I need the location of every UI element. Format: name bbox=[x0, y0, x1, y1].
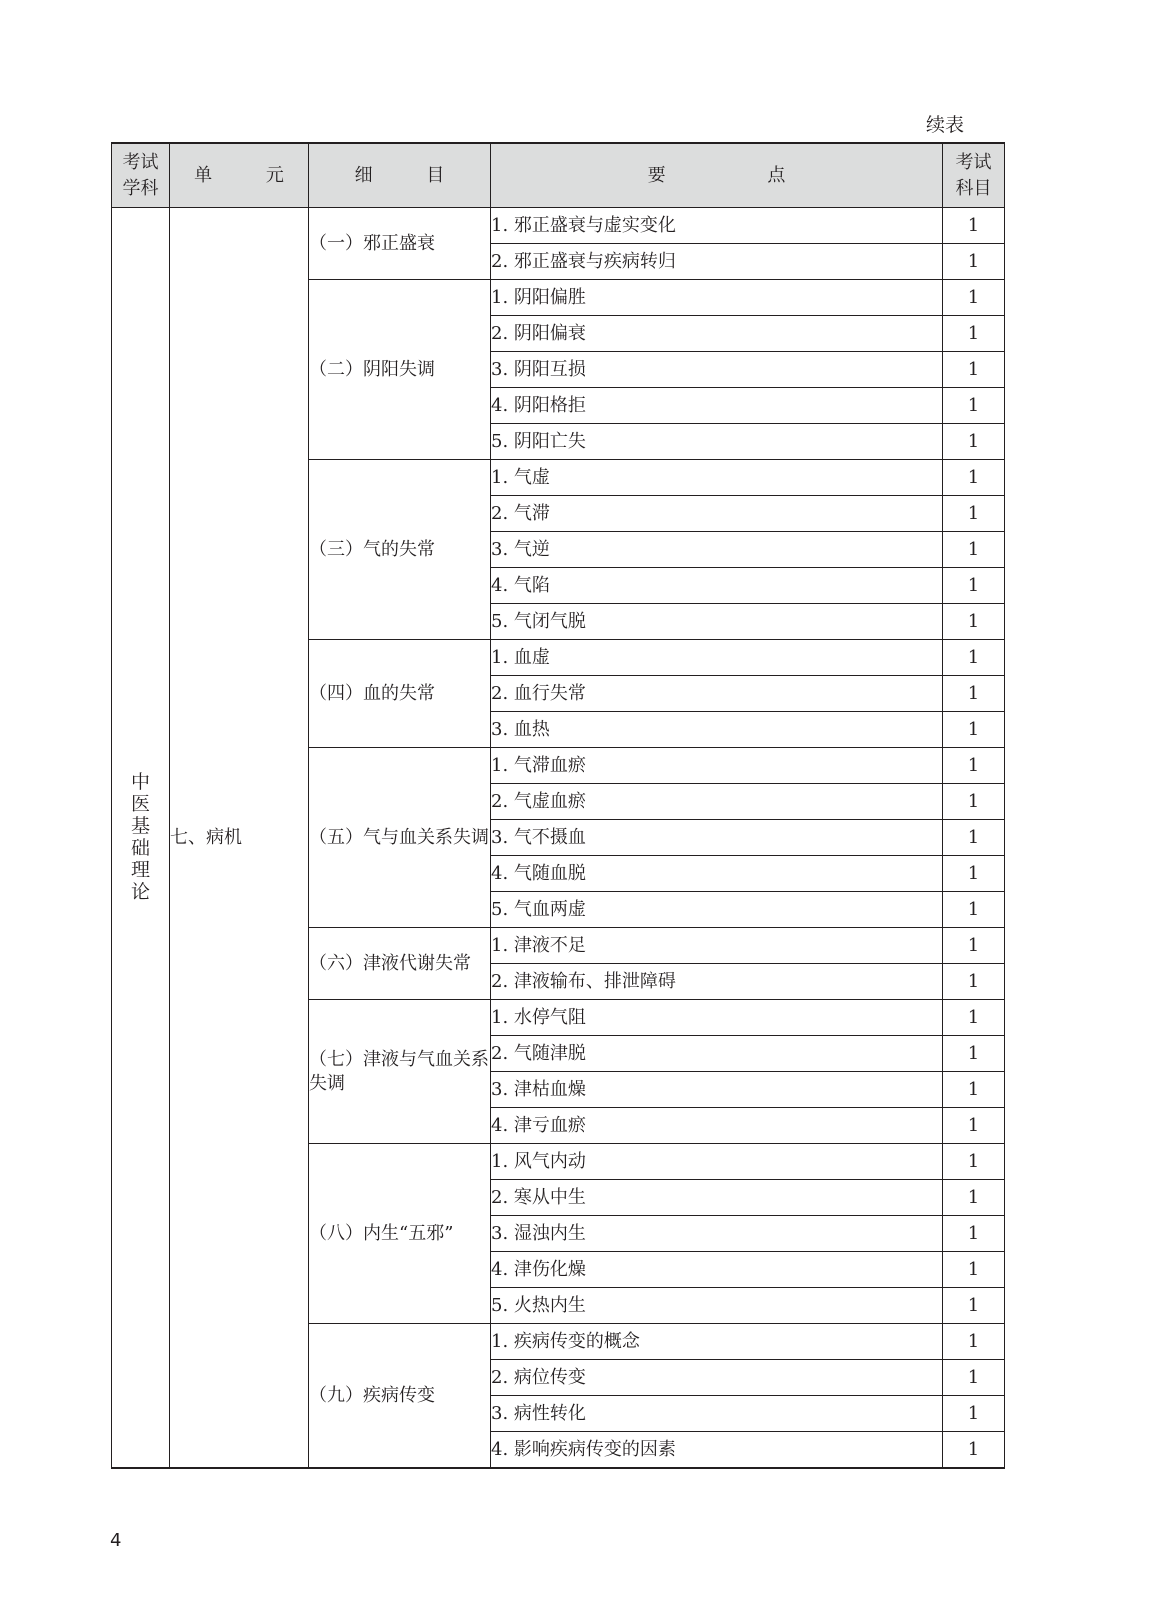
exam-course-cell: 1 bbox=[943, 388, 1005, 424]
table-body bbox=[112, 208, 1005, 1469]
exam-course-cell: 1 bbox=[943, 856, 1005, 892]
point-cell: 3. 病性转化 bbox=[491, 1396, 943, 1432]
point-cell: 3. 湿浊内生 bbox=[491, 1216, 943, 1252]
header-points-label: 要 点 bbox=[647, 164, 834, 186]
exam-course-cell: 1 bbox=[943, 748, 1005, 784]
exam-course-cell: 1 bbox=[943, 1180, 1005, 1216]
detail-cell: （三）气的失常 bbox=[309, 460, 491, 640]
detail-cell: （七）津液与气血关系失调 bbox=[309, 1000, 491, 1144]
exam-course-cell: 1 bbox=[943, 1072, 1005, 1108]
detail-cell: （六）津液代谢失常 bbox=[309, 928, 491, 1000]
subject-text: 中医基础理论 bbox=[130, 770, 150, 903]
continued-table-label: 续表 bbox=[926, 114, 965, 136]
header-exam-subject bbox=[112, 143, 170, 208]
point-cell: 4. 阴阳格拒 bbox=[491, 388, 943, 424]
table-row bbox=[112, 208, 1005, 244]
exam-course-cell: 1 bbox=[943, 1108, 1005, 1144]
exam-course-cell: 1 bbox=[943, 1432, 1005, 1469]
point-cell: 1. 气虚 bbox=[491, 460, 943, 496]
header-unit-label: 单 元 bbox=[194, 164, 308, 186]
exam-course-cell: 1 bbox=[943, 460, 1005, 496]
exam-course-cell: 1 bbox=[943, 1324, 1005, 1360]
point-cell: 2. 气虚血瘀 bbox=[491, 784, 943, 820]
exam-course-cell: 1 bbox=[943, 1216, 1005, 1252]
header-exam-subject-line1: 考试 bbox=[122, 151, 159, 173]
header-exam-course-line2: 科目 bbox=[955, 177, 992, 199]
detail-cell: （八）内生“五邪” bbox=[309, 1144, 491, 1324]
point-cell: 2. 津液输布、排泄障碍 bbox=[491, 964, 943, 1000]
detail-cell: （四）血的失常 bbox=[309, 640, 491, 748]
point-cell: 2. 病位传变 bbox=[491, 1360, 943, 1396]
point-cell: 1. 津液不足 bbox=[491, 928, 943, 964]
exam-course-cell: 1 bbox=[943, 424, 1005, 460]
point-cell: 2. 气随津脱 bbox=[491, 1036, 943, 1072]
point-cell: 5. 阴阳亡失 bbox=[491, 424, 943, 460]
header-detail bbox=[309, 143, 491, 208]
exam-course-cell: 1 bbox=[943, 1000, 1005, 1036]
detail-cell: （五）气与血关系失调 bbox=[309, 748, 491, 928]
exam-course-cell: 1 bbox=[943, 784, 1005, 820]
exam-course-cell: 1 bbox=[943, 1036, 1005, 1072]
exam-course-cell: 1 bbox=[943, 208, 1005, 244]
exam-course-cell: 1 bbox=[943, 1288, 1005, 1324]
exam-syllabus-table bbox=[111, 142, 1005, 1469]
point-cell: 4. 影响疾病传变的因素 bbox=[491, 1432, 943, 1469]
exam-course-cell: 1 bbox=[943, 316, 1005, 352]
point-cell: 3. 气不摄血 bbox=[491, 820, 943, 856]
exam-course-cell: 1 bbox=[943, 892, 1005, 928]
exam-course-cell: 1 bbox=[943, 280, 1005, 316]
point-cell: 4. 津亏血瘀 bbox=[491, 1108, 943, 1144]
point-cell: 3. 血热 bbox=[491, 712, 943, 748]
point-cell: 3. 气逆 bbox=[491, 532, 943, 568]
point-cell: 2. 寒从中生 bbox=[491, 1180, 943, 1216]
exam-course-cell: 1 bbox=[943, 712, 1005, 748]
point-cell: 2. 血行失常 bbox=[491, 676, 943, 712]
subject-cell bbox=[112, 208, 170, 1469]
exam-course-cell: 1 bbox=[943, 1144, 1005, 1180]
point-cell: 1. 邪正盛衰与虚实变化 bbox=[491, 208, 943, 244]
detail-cell: （二）阴阳失调 bbox=[309, 280, 491, 460]
exam-course-cell: 1 bbox=[943, 1252, 1005, 1288]
point-cell: 1. 风气内动 bbox=[491, 1144, 943, 1180]
exam-course-cell: 1 bbox=[943, 1360, 1005, 1396]
exam-course-cell: 1 bbox=[943, 640, 1005, 676]
header-detail-label: 细 目 bbox=[354, 164, 469, 186]
point-cell: 5. 火热内生 bbox=[491, 1288, 943, 1324]
point-cell: 2. 气滞 bbox=[491, 496, 943, 532]
point-cell: 1. 水停气阻 bbox=[491, 1000, 943, 1036]
unit-cell: 七、病机 bbox=[170, 208, 309, 1469]
point-cell: 1. 血虚 bbox=[491, 640, 943, 676]
exam-course-cell: 1 bbox=[943, 532, 1005, 568]
exam-course-cell: 1 bbox=[943, 1396, 1005, 1432]
exam-course-cell: 1 bbox=[943, 568, 1005, 604]
exam-course-cell: 1 bbox=[943, 928, 1005, 964]
page-number: 4 bbox=[110, 1530, 122, 1551]
exam-course-cell: 1 bbox=[943, 352, 1005, 388]
point-cell: 5. 气血两虚 bbox=[491, 892, 943, 928]
header-exam-subject-line2: 学科 bbox=[122, 177, 159, 199]
point-cell: 3. 津枯血燥 bbox=[491, 1072, 943, 1108]
point-cell: 4. 气随血脱 bbox=[491, 856, 943, 892]
point-cell: 1. 疾病传变的概念 bbox=[491, 1324, 943, 1360]
point-cell: 2. 邪正盛衰与疾病转归 bbox=[491, 244, 943, 280]
point-cell: 4. 气陷 bbox=[491, 568, 943, 604]
table-header-row bbox=[112, 143, 1005, 208]
point-cell: 1. 气滞血瘀 bbox=[491, 748, 943, 784]
exam-course-cell: 1 bbox=[943, 676, 1005, 712]
header-unit bbox=[170, 143, 309, 208]
detail-cell: （一）邪正盛衰 bbox=[309, 208, 491, 280]
point-cell: 5. 气闭气脱 bbox=[491, 604, 943, 640]
exam-course-cell: 1 bbox=[943, 604, 1005, 640]
detail-cell: （九）疾病传变 bbox=[309, 1324, 491, 1469]
point-cell: 4. 津伤化燥 bbox=[491, 1252, 943, 1288]
exam-course-cell: 1 bbox=[943, 820, 1005, 856]
exam-course-cell: 1 bbox=[943, 244, 1005, 280]
exam-course-cell: 1 bbox=[943, 496, 1005, 532]
header-points bbox=[491, 143, 943, 208]
point-cell: 2. 阴阳偏衰 bbox=[491, 316, 943, 352]
point-cell: 3. 阴阳互损 bbox=[491, 352, 943, 388]
point-cell: 1. 阴阳偏胜 bbox=[491, 280, 943, 316]
exam-course-cell: 1 bbox=[943, 964, 1005, 1000]
header-exam-course-line1: 考试 bbox=[955, 151, 992, 173]
header-exam-course bbox=[943, 143, 1005, 208]
